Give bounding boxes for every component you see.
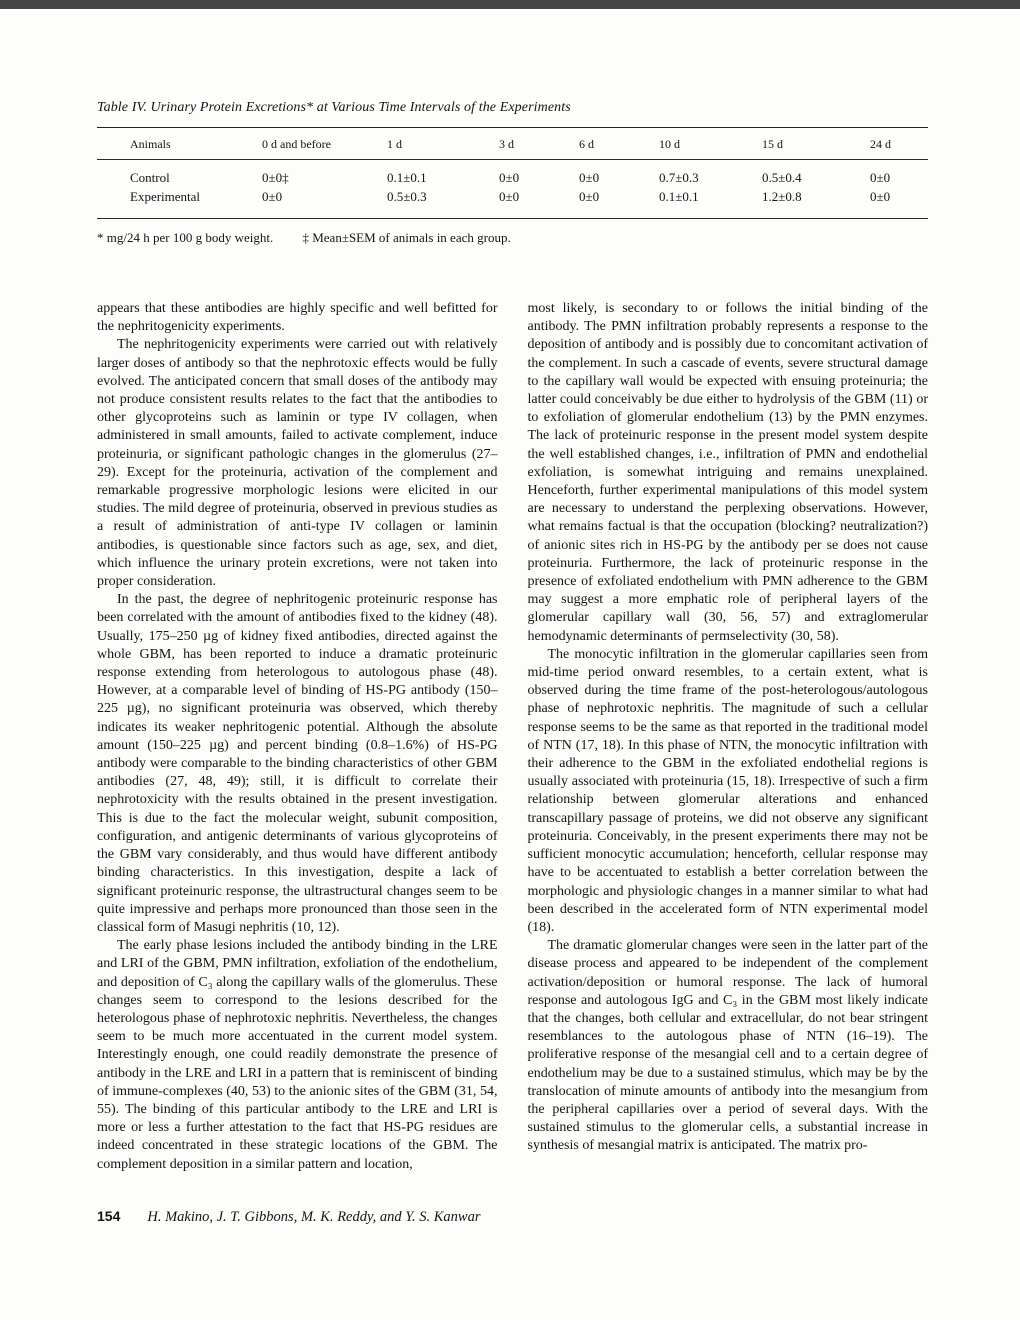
table-header-cell: 0 d and before [262, 137, 331, 151]
table-cell: 0±0 [579, 170, 600, 185]
right-column [528, 300, 929, 1174]
table-cell: 0.5±0.3 [387, 189, 427, 204]
table-header-row [97, 128, 928, 160]
table-header-cell: 10 d [659, 137, 680, 151]
table-cell: 0.5±0.4 [762, 170, 802, 185]
paragraph: appears that these antibodies are highly specific and well befitted for the nephritogenicity experiments. [97, 301, 498, 335]
table-cell: 0±0 [579, 189, 600, 204]
paragraph: The dramatic glomerular changes were seen in the latter part of the disease process and appeared to be independent of the complement activation/deposition or humoral response. The lack of humoral response and autologous IgG and C₃ in the GBM most likely indicate that the changes, both cellular and extracellular, do not bear stringent resemblances to the autologous phase of NTN (16–19). The proliferative response of the mesangial cell and to a certain degree of endothelium may be due to a sustained stimulus, which may be by the translocation of minute amounts of antibody into the mesangium from the peripheral capillaries over a period of several days. With the sustained stimulus to the glomerular cells, a substantial increase in synthesis of mesangial matrix is anticipated. The matrix pro- [527, 938, 928, 1154]
running-authors: H. Makino, J. T. Gibbons, M. K. Reddy, and Y. S. Kanwar [147, 1208, 481, 1225]
paragraph: most likely, is secondary to or follows the initial binding of the antibody. The PMN infiltration probably represents a response to the deposition of antibody and is possibly due to concomitant activation of the complement. In such a cascade of events, severe structural damage to the capillary wall would be expected with ensuing proteinuria; the latter could conceivably be due either to hydrolysis of the GBM (11) or to exfoliation of glomerular endothelium (13) by the PMN enzymes. The lack of proteinuric response in the present model system despite the well established changes, i.e., infiltration of PMN and endothelial exfoliation, is somewhat intriguing and remains unexplained. Henceforth, further experimental manipulations of this model system are necessary to understand the perplexing observations. However, what remains factual is that the occupation (blocking? neutralization?) of anionic sites rich in HS-PG by the antibody per se does not cause proteinuria. Furthermore, the lack of proteinuric response in the presence of exfoliated endothelium with PMN adherence to the GBM may suggest a more emphatic role of peripheral layers of the glomerular capillary wall (30, 56, 57) and extraglomerular hemodynamic determinants of permselectivity (30, 58). [527, 301, 928, 644]
footnote-units: * mg/24 h per 100 g body weight. [97, 230, 274, 245]
paragraph: In the past, the degree of nephritogenic proteinuric response has been correlated with the amount of antibodies fixed to the kidney (48). Usually, 175–250 µg of kidney fixed antibodies, directed against the whole GBM, has been reported to induce a dramatic proteinuric response extending from heterologous to autologous phase (48). However, at a comparable level of binding of HS-PG antibody (150–225 µg), no significant proteinuria was observed, which thereby indicates its weaker nephritogenic potential. Although the absolute amount (150–225 µg) and percent binding (0.8–1.6%) of HS-PG antibody were comparable to the binding characteristics of other GBM antibodies (27, 48, 49); still, it is difficult to correlate their nephrotoxicity with the results obtained in the present investigation. This is due to the fact the molecular weight, subunit composition, configuration, and antigenic determinants of various glycoproteins of the GBM vary considerably, and thus would have different antibody binding characteristics. In this investigation, despite a lack of significant proteinuric response, the ultrastructural changes seem to be quite impressive and perhaps more pronounced than those seen in the classical form of Masugi nephritis (10, 12). [97, 592, 498, 935]
table-header-cell: 15 d [762, 137, 783, 151]
footnote-sem: ‡ Mean±SEM of animals in each group. [302, 230, 511, 245]
body-text [97, 300, 928, 1174]
table-cell: 1.2±0.8 [762, 189, 802, 204]
table-cell: 0.7±0.3 [659, 170, 699, 185]
table-header-cell: 6 d [579, 137, 594, 151]
table-cell: 0±0‡ [262, 170, 289, 185]
row-label: Control [130, 170, 170, 185]
table-row [97, 187, 928, 206]
table-cell: 0±0 [870, 189, 891, 204]
table-header-cell: 24 d [870, 137, 891, 151]
left-column [97, 300, 498, 1174]
table-row [97, 168, 928, 187]
table-cell: 0.1±0.1 [387, 170, 427, 185]
table-cell: 0±0 [499, 170, 520, 185]
table-header-cell: 3 d [499, 137, 514, 151]
table-cell: 0±0 [499, 189, 520, 204]
table-cell: 0±0 [870, 170, 891, 185]
table-header-cell: 1 d [387, 137, 402, 151]
table-body [97, 160, 928, 219]
page-number: 154 [97, 1207, 121, 1224]
paragraph: The early phase lesions included the antibody binding in the LRE and LRI of the GBM, PMN infiltration, exfoliation of the endothelium, and deposition of C₃ along the capillary walls of the glomerulus. These changes seem to correspond to the lesions described for the heterologous phase of nephrotoxic nephritis. Nevertheless, the changes seem to be much more accentuated in the current model system. Interestingly enough, one could readily demonstrate the presence of antibody in the LRE and LRI in a pattern that is reminiscent of binding of immune-complexes (40, 53) to the anionic sites of the GBM (31, 54, 55). The binding of this particular antibody to the LRE and LRI is more or less a further attestation to the fact that HS-PG residues are indeed concentrated in these strategic locations of the GBM. The complement deposition in a similar pattern and location, [97, 938, 498, 1172]
row-label: Experimental [130, 189, 201, 204]
table-caption: Table IV. Urinary Protein Excretions* at Various Time Intervals of the Experiments [97, 100, 571, 115]
table-cell: 0.1±0.1 [659, 189, 699, 204]
paragraph: The monocytic infiltration in the glomerular capillaries seen from mid-time period onward resembles, to a certain extent, what is observed during the time frame of the post-heterologous/autologous phase of nephrotoxic nephritis. The magnitude of such a cellular response seems to be the same as that reported in the traditional model of NTN (17, 18). In this phase of NTN, the monocytic infiltration with their adherence to the GBM in the exfoliated endothelial regions is usually associated with proteinuria (15, 18). Irrespective of such a firm relationship between glomerular alterations and enhanced transcapillary passage of proteins, we did not observe any significant proteinuria. Conceivably, in the present experiments there may not be sufficient monocytic accumulation; henceforth, cellular response may have to be accentuated to establish a better correlation between the morphologic and physiologic changes in a manner similar to what had been described in the accelerated form of NTN experimental model (18). [527, 646, 928, 935]
scan-edge-artifact [0, 0, 1020, 9]
table-header-cell: Animals [130, 137, 171, 151]
table-footnote [97, 230, 928, 246]
paragraph: The nephritogenicity experiments were carried out with relatively larger doses of antibody so that the nephrotoxic effects would be fully evolved. The anticipated concern that small doses of the antibody may not produce consistent results relates to the fact that the antibodies to other glycoproteins such as laminin or type IV collagen, when administered in small amounts, failed to activate complement, induce proteinuria, or significant pathologic changes in the glomerulus (27–29). Except for the proteinuria, activation of the complement and remarkable progressive morphologic lesions were elicited in our studies. The mild degree of proteinuria, observed in previous studies as a result of administration of anti-type IV collagen or laminin antibodies, is questionable since factors such as age, sex, and diet, which influence the urinary protein excretions, were not taken into proper consideration. [97, 337, 498, 590]
page-footer [97, 1208, 928, 1226]
table-cell: 0±0 [262, 189, 283, 204]
table-iv-section [97, 100, 928, 246]
data-table [97, 127, 928, 219]
